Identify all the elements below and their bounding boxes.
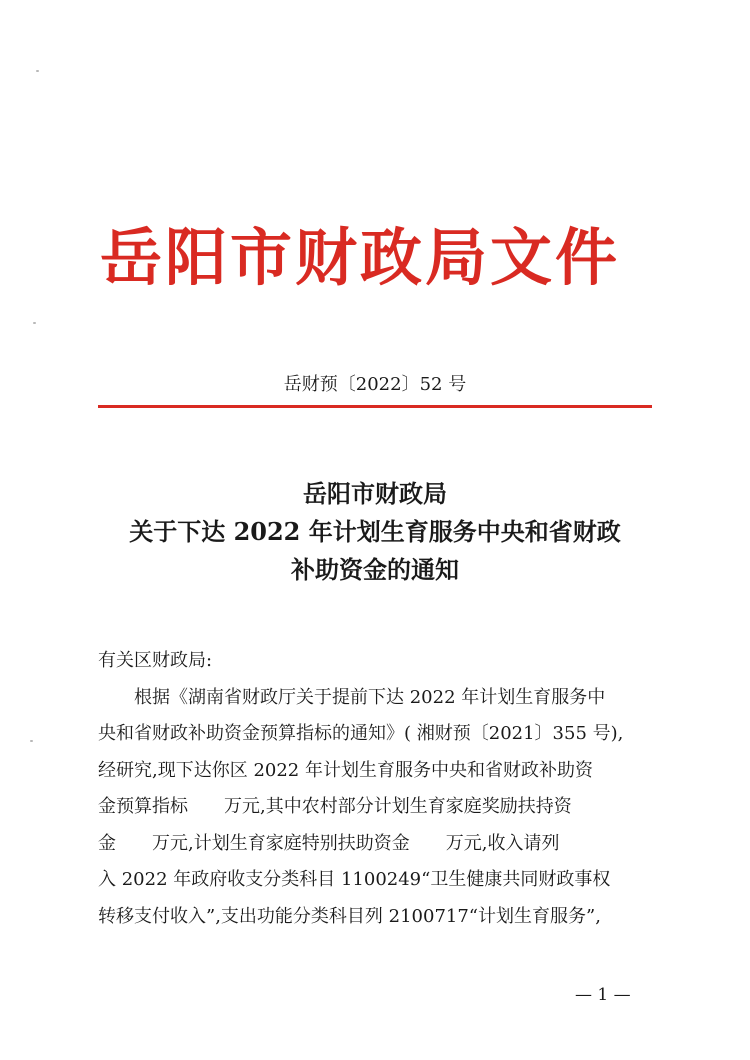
notice-title [60,475,690,589]
body-line: 金预算指标 万元,其中农村部分计划生育家庭奖励扶持资 [98,796,572,817]
document-header-title: 岳阳市财政局文件 [100,221,621,294]
page-number: — 1 — [575,985,631,1005]
body-line: 经研究,现下达你区 2022 年计划生育服务中央和省财政补助资 [98,759,593,781]
notice-body [98,643,658,935]
scan-speck [30,740,33,742]
body-line: 金 万元,计划生育家庭特别扶助资金 万元,收入请列 [98,832,560,854]
scan-speck [33,322,36,324]
body-line: 央和省财政补助资金预算指标的通知》( 湘财预〔2021〕355 号), [98,723,624,744]
body-line: 入 2022 年政府收支分类科目 1100249“卫生健康共同财政事权 [98,869,611,890]
notice-title-line-1: 岳阳市财政局 [303,479,447,508]
body-line: 根据《湖南省财政厅关于提前下达 2022 年计划生育服务中 [134,686,606,708]
body-line: 转移支付收入”,支出功能分类科目列 2100717“计划生育服务”, [98,905,601,927]
red-divider-line [98,405,652,408]
notice-title-line-3: 补助资金的通知 [291,555,459,584]
salutation: 有关区财政局: [98,650,213,671]
document-number: 岳财预〔2022〕52 号 [283,374,467,395]
notice-title-line-2: 关于下达 2022 年计划生育服务中央和省财政 [129,517,621,546]
scan-speck [36,70,39,72]
